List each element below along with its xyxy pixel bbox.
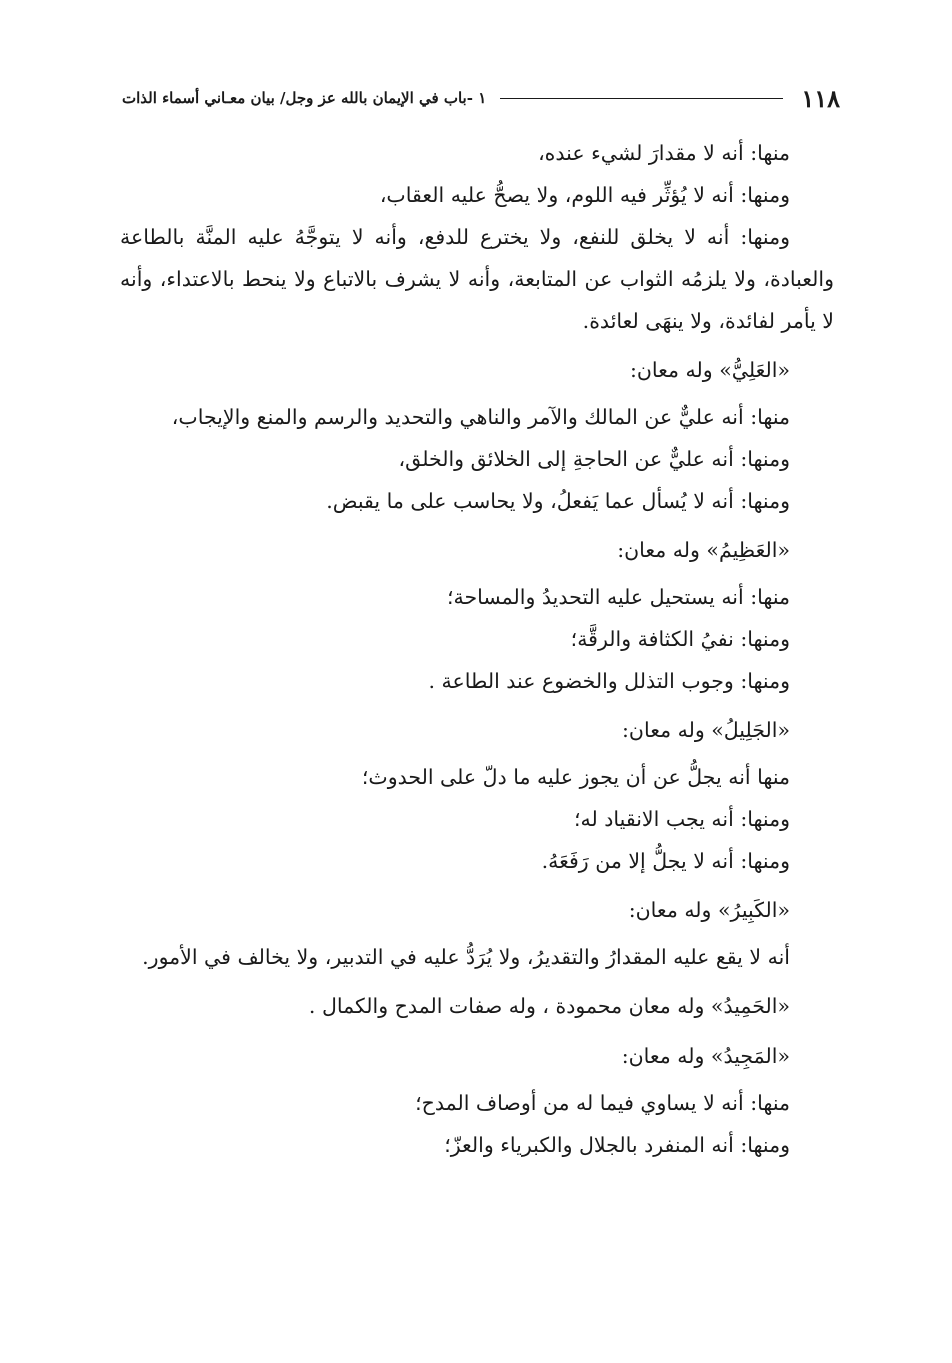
text-paragraph: ومنها: أنه لا يخلق للنفع، ولا يخترع للدفع، وأنه لا يتوجَّهُ عليه المنَّة بالطاعة والعبادة، ولا يلزمُه الثواب عن المتابعة، وأنه لا يشرف بالاتباع ولا ينحط بالاعتداء، وأنه لا يأمر لفائدة، ولا ينهَى لعائدة. — [120, 225, 834, 333]
text-line: منها: أنه لا مقدارَ لشيء عنده، — [538, 141, 790, 165]
text-paragraph: أنه لا يقع عليه المقدارُ والتقديرُ، ولا يُرَدُّ عليه في التدبير، ولا يخالف في الأمور. — [142, 945, 790, 969]
section-heading-azim: «العَظِيمُ» وله معان: — [617, 538, 790, 562]
text-line: ومنها: أنه لا يُؤثِّر فيه اللوم، ولا يصحُّ عليه العقاب، — [379, 183, 790, 207]
running-title: ١ -باب في الإيمان بالله عز وجل/ بيان معـاني أسماء الذات — [122, 89, 487, 107]
text-line: ومنها: أنه عليٌّ عن الحاجةِ إلى الخلائق والخلق، — [398, 447, 790, 471]
page-number: ١١٨ — [801, 83, 840, 113]
text-line: ومنها: نفيُ الكثافة والرقَّة؛ — [570, 627, 790, 651]
page-body — [120, 132, 834, 1166]
text-line: منها: أنه يستحيل عليه التحديدُ والمساحة؛ — [446, 585, 790, 609]
section-heading-majid: «المَجِيدُ» وله معان: — [621, 1044, 790, 1068]
section-heading-kabir: «الكَبِيرُ» وله معان: — [628, 898, 790, 922]
header-rule — [500, 98, 783, 99]
section-heading-hamid: «الحَمِيدُ» وله معان محمودة ، وله صفات المدح والكمال . — [308, 994, 790, 1018]
text-line: ومنها: أنه المنفرد بالجلال والكبرياء والعزّ؛ — [444, 1133, 790, 1157]
section-heading-jalil: «الجَلِيلُ» وله معان: — [621, 718, 790, 742]
section-heading-ali: «العَلِيُّ» وله معان: — [629, 358, 790, 382]
text-line: منها أنه يجلُّ عن أن يجوز عليه ما دلّ على الحدوث؛ — [361, 765, 790, 789]
text-paragraph: منها: أنه عليٌّ عن المالك والآمر والناهي والتحديد والرسم والمنع والإيجاب، — [171, 405, 790, 429]
text-line: ومنها: أنه لا يجلُّ إلا من رَفَعَهُ. — [541, 849, 790, 873]
text-line: ومنها: وجوب التذلل والخضوع عند الطاعة . — [428, 669, 790, 693]
text-line: ومنها: أنه لا يُسأل عما يَفعلُ، ولا يحاسب على ما يقبض. — [326, 489, 790, 513]
text-line: ومنها: أنه يجب الانقياد له؛ — [574, 807, 790, 831]
text-line: منها: أنه لا يساوي فيما له من أوصاف المدح؛ — [415, 1091, 790, 1115]
page-header — [122, 80, 840, 116]
